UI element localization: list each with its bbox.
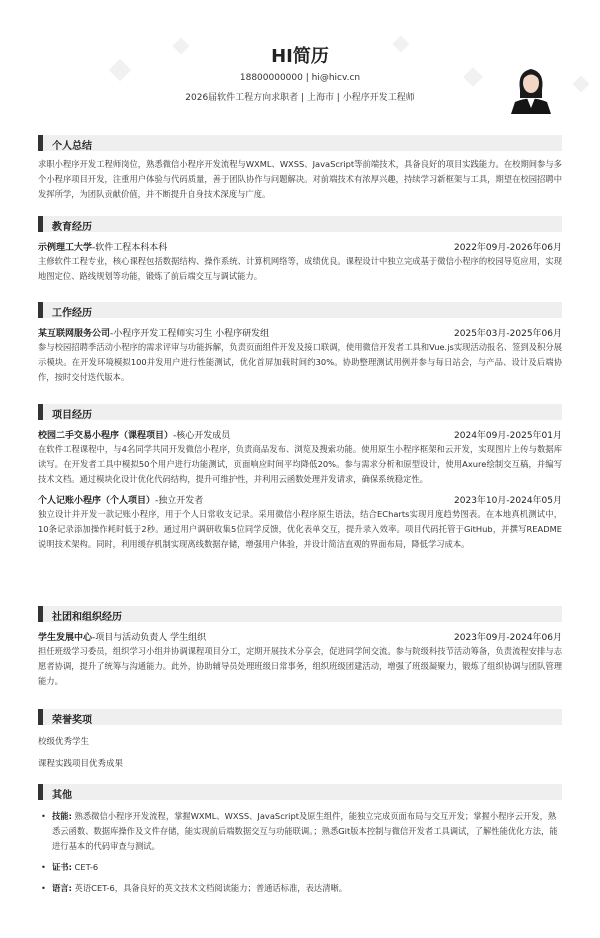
work-text: 参与校园招聘季活动小程序的需求评审与功能拆解，负责页面组件开发及接口联调，使用微信开发者工具和Vue.js实现活动报名、签到及积分展示模块。在开发环境模拟100并发用户进行性能测试，优化首屏加载时间约30%。协助整理测试用例并参与每日站会，与产品、设计及后端协作，按时交付迭代版本。 bbox=[38, 342, 562, 382]
other-list bbox=[38, 809, 562, 896]
award-item: 校级优秀学生 bbox=[38, 737, 90, 747]
entry-date: 2023年10月-2024年05月 bbox=[454, 496, 562, 506]
list-item bbox=[38, 860, 562, 875]
project-name: 个人记账小程序（个人项目） bbox=[38, 496, 156, 506]
section-bar bbox=[38, 216, 43, 232]
section-education bbox=[38, 216, 562, 288]
avatar-icon bbox=[507, 60, 555, 114]
company-name: 某互联网服务公司 bbox=[38, 329, 111, 339]
section-title bbox=[38, 404, 562, 420]
entry-header bbox=[38, 628, 562, 642]
section-title-text: 项目经历 bbox=[52, 410, 92, 421]
item-text: 英语CET-6，具备良好的英文技术文档阅读能力；普通话标准，表达清晰。 bbox=[71, 883, 348, 893]
entry-date: 2024年09月-2025年01月 bbox=[454, 431, 562, 441]
section-title bbox=[38, 784, 562, 800]
section-projects bbox=[38, 404, 562, 556]
section-bar bbox=[38, 135, 43, 151]
section-other bbox=[38, 784, 562, 902]
project-text: 独立设计并开发一款记账小程序，用于个人日常收支记录。采用微信小程序原生语法，结合ECharts实现月度趋势图表。在本地真机测试中，10条记录添加操作耗时低于2秒。通过用户调研收集5位同学反馈，优化表单交互，提升录入效率。项目代码托管于GitHub，并撰写README说明技术架构。同时，利用缓存机制实现离线数据存储，增强用户体验，并设计简洁直观的界面布局，降低学习成本。 bbox=[38, 509, 562, 549]
entry-header bbox=[38, 426, 562, 440]
profile-photo bbox=[507, 60, 555, 114]
section-summary bbox=[38, 135, 562, 206]
section-bar bbox=[38, 302, 43, 318]
item-text: 熟悉微信小程序开发流程，掌握WXML、WXSS、JavaScript及原生组件，能独立完成页面布局与交互开发；掌握小程序云开发，熟悉云函数、数据库操作及文件存储，能实现前后端数据交互与功能联调。；熟悉Git版本控制与微信开发者工具调试，了解性能优化方法，能进行基本的代码审查与测试。 bbox=[52, 811, 558, 851]
organization-name: 学生发展中心 bbox=[38, 633, 93, 643]
entry-header bbox=[38, 491, 562, 505]
job-title: -小程序开发工程师实习生 小程序研发组 bbox=[110, 329, 270, 339]
section-bar bbox=[38, 709, 43, 725]
entry-date: 2022年09月-2026年06月 bbox=[454, 243, 562, 253]
campus-text: 担任班级学习委员，组织学习小组并协调课程项目分工，定期开展技术分享会，促进同学间交流。参与院级科技节活动筹备，负责流程安排与志愿者协调，提升了统筹与沟通能力。此外，协助辅导员处理班级日常事务，组织班级团建活动，增强了班级凝聚力，锻炼了组织协调与团队管理能力。 bbox=[38, 646, 562, 686]
list-item bbox=[38, 881, 562, 896]
section-bar bbox=[38, 606, 43, 622]
organization-role: -项目与活动负责人 学生组织 bbox=[92, 633, 207, 643]
contact-line: 18800000000 | hi@hicv.cn bbox=[239, 73, 361, 83]
section-work bbox=[38, 302, 562, 389]
section-title bbox=[38, 135, 562, 151]
candidate-name: HI简历 bbox=[271, 46, 329, 67]
resume-header bbox=[0, 0, 600, 130]
section-title bbox=[38, 302, 562, 318]
school-name: 示例理工大学 bbox=[38, 243, 93, 253]
entry-date: 2023年09月-2024年06月 bbox=[454, 633, 562, 643]
summary-text: 求职小程序开发工程师岗位，熟悉微信小程序开发流程与WXML、WXSS、JavaScript等前端技术，具备良好的项目实践能力。在校期间参与多个小程序项目开发，注重用户体验与代码质量，善于团队协作与问题解决。对前端技术有浓厚兴趣，持续学习新框架与工具，期望在校园招聘中发挥所学，为团队贡献价值，并不断提升自身技术深度与广度。 bbox=[38, 159, 562, 199]
award-item: 课程实践项目优秀成果 bbox=[38, 759, 124, 769]
section-title bbox=[38, 216, 562, 232]
section-title-text: 工作经历 bbox=[52, 308, 92, 319]
section-title-text: 个人总结 bbox=[52, 141, 92, 152]
item-label: 语言: bbox=[52, 883, 72, 893]
section-bar bbox=[38, 404, 43, 420]
education-text: 主修软件工程专业，核心课程包括数据结构、操作系统、计算机网络等，成绩优良。课程设计中独立完成基于微信小程序的校园导览应用，实现地图定位、路线规划等功能，锻炼了前后端交互与调试能力。 bbox=[38, 256, 562, 281]
entry-header bbox=[38, 238, 562, 252]
degree: -软件工程本科本科 bbox=[92, 243, 168, 253]
job-intent-line: 2026届软件工程方向求职者 | 上海市 | 小程序开发工程师 bbox=[185, 93, 415, 103]
section-awards bbox=[38, 709, 562, 775]
section-title-text: 教育经历 bbox=[52, 222, 92, 233]
section-title-text: 其他 bbox=[52, 790, 72, 801]
entry-date: 2025年03月-2025年06月 bbox=[454, 329, 562, 339]
section-title bbox=[38, 709, 562, 725]
section-title bbox=[38, 606, 562, 622]
project-text: 在软件工程课程中，与4名同学共同开发微信小程序，负责商品发布、浏览及搜索功能。使用原生小程序框架和云开发，实现图片上传与数据库读写。在开发者工具中模拟50个用户进行功能测试，页面响应时间平均降低20%。参与需求分析和原型设计，使用Axure绘制交互稿，并编写技术文档。通过模块化设计优化代码结构，提升可维护性，并利用云函数处理并发请求，确保系统稳定性。 bbox=[38, 444, 562, 484]
item-label: 技能: bbox=[52, 811, 72, 821]
section-title-text: 社团和组织经历 bbox=[52, 612, 122, 623]
list-item bbox=[38, 809, 562, 854]
project-role: -核心开发成员 bbox=[173, 431, 231, 441]
section-bar bbox=[38, 784, 43, 800]
section-title-text: 荣誉奖项 bbox=[52, 715, 92, 726]
section-campus bbox=[38, 606, 562, 693]
project-role: -独立开发者 bbox=[155, 496, 204, 506]
item-text: CET-6 bbox=[71, 862, 99, 872]
entry-header bbox=[38, 324, 562, 338]
project-name: 校园二手交易小程序（课程项目） bbox=[38, 431, 174, 441]
item-label: 证书: bbox=[52, 862, 72, 872]
